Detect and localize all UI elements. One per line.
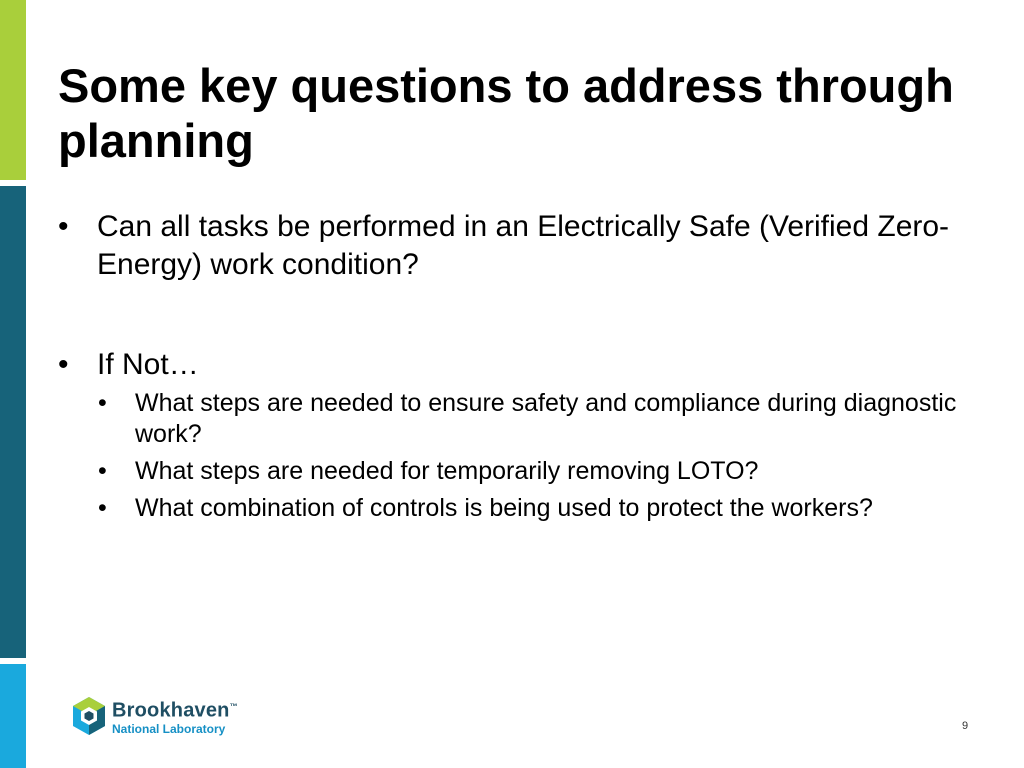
hexagon-logo-icon xyxy=(72,696,106,736)
slide-title: Some key questions to address through planning xyxy=(58,59,954,167)
bullet-item xyxy=(58,346,958,384)
logo-subtitle: National Laboratory xyxy=(112,721,226,736)
bullet-list xyxy=(58,208,958,530)
sub-bullet-marker: • xyxy=(98,457,107,485)
page-number: 9 xyxy=(962,720,969,732)
bullet-text: Can all tasks be performed in an Electrically Safe (Verified Zero-Energy) work condition? xyxy=(97,210,950,281)
brookhaven-logo xyxy=(72,696,238,736)
sub-bullet-item xyxy=(58,456,958,487)
accent-bar-green xyxy=(0,0,26,180)
sub-bullet-text: What steps are needed for temporarily removing LOTO? xyxy=(135,457,759,485)
accent-bar-cyan xyxy=(0,664,26,768)
bullet-marker: • xyxy=(58,210,69,243)
sub-bullet-text: What steps are needed to ensure safety and compliance during diagnostic work? xyxy=(135,389,957,448)
bullet-text: If Not… xyxy=(97,348,199,381)
sub-bullet-marker: • xyxy=(98,389,107,417)
logo-name: Brookhaven™ xyxy=(112,699,238,722)
accent-bar-teal xyxy=(0,186,26,658)
sub-bullet-text: What combination of controls is being used to protect the workers? xyxy=(135,494,873,522)
sub-bullet-item xyxy=(58,388,958,450)
sub-bullet-list xyxy=(58,388,958,524)
bullet-item xyxy=(58,208,958,284)
sub-bullet-marker: • xyxy=(98,494,107,522)
bullet-marker: • xyxy=(58,348,69,381)
sub-bullet-item xyxy=(58,493,958,524)
